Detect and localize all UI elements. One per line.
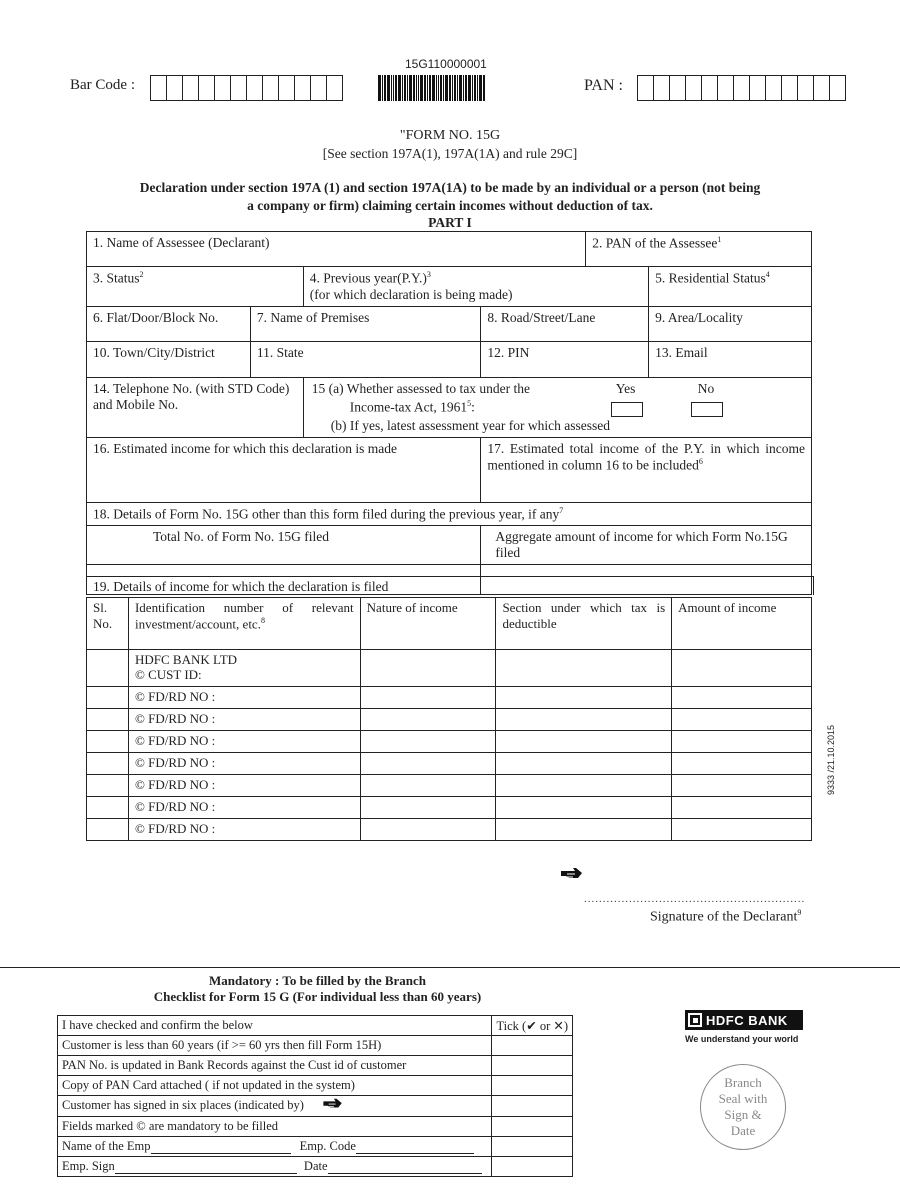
- emp-sign-label: Emp. Sign: [62, 1159, 115, 1173]
- declaration-line-1: Declaration under section 197A (1) and section 197A(1A) to be made by an individual or a person (not being: [139, 180, 761, 195]
- signature-label: Signature of the Declarant$^9$: [650, 908, 802, 925]
- income-details-heading: 19. Details of income for which the declaration is filed: [86, 576, 814, 595]
- aggregate-amount-header: Aggregate amount of income for which Form No.15G filed: [481, 526, 812, 565]
- table-cell: [492, 1157, 573, 1177]
- serial-number: 15G110000001: [405, 57, 487, 71]
- fd-rd-cell[interactable]: © FD/RD NO :: [128, 775, 360, 797]
- table-cell[interactable]: [672, 709, 812, 731]
- fd-rd-cell[interactable]: © FD/RD NO :: [128, 731, 360, 753]
- field-area[interactable]: 9. Area/Locality: [649, 306, 812, 341]
- table-cell[interactable]: [360, 709, 496, 731]
- branch-seal-area[interactable]: Branch Seal with Sign & Date: [700, 1064, 786, 1150]
- table-cell[interactable]: [87, 819, 129, 841]
- checklist-item: Customer is less than 60 years (if >= 60 yrs then fill Form 15H): [58, 1036, 492, 1056]
- barcode-image: [378, 75, 486, 101]
- pan-boxes[interactable]: [637, 75, 846, 101]
- checklist-heading: Mandatory : To be filled by the Branch: [208, 973, 427, 988]
- table-cell[interactable]: [496, 753, 672, 775]
- declaration-line-2: a company or firm) claiming certain incomes without deduction of tax.: [247, 198, 653, 213]
- fd-rd-cell[interactable]: © FD/RD NO :: [128, 797, 360, 819]
- barcode-label: Bar Code :: [70, 77, 135, 93]
- field-pin[interactable]: 12. PIN: [481, 341, 649, 377]
- checklist-item: PAN No. is updated in Bank Records against the Cust id of customer: [58, 1056, 492, 1076]
- q15b-text: (b) If yes, latest assessment year for which assessed: [330, 417, 611, 433]
- header-amount: Amount of income: [672, 598, 812, 650]
- header-nature: Nature of income: [360, 598, 496, 650]
- table-cell[interactable]: [360, 650, 496, 687]
- barcode-boxes[interactable]: [150, 75, 343, 101]
- checklist-item: Customer has signed in six places (indicated by): [58, 1096, 492, 1117]
- checklist-subheading: Checklist for Form 15 G (For individual less than 60 years): [153, 989, 482, 1004]
- table-cell[interactable]: [360, 775, 496, 797]
- field-premises[interactable]: 7. Name of Premises: [250, 306, 481, 341]
- signature-line[interactable]: ...........................................................: [584, 893, 806, 905]
- table-cell[interactable]: [360, 753, 496, 775]
- no-label: No: [697, 380, 715, 396]
- field-estimated-total-income[interactable]: 17. Estimated total income of the P.Y. in which income mentioned in column 16 to be included$^6$: [481, 437, 812, 502]
- tick-cell[interactable]: [492, 1036, 573, 1056]
- table-cell[interactable]: [496, 650, 672, 687]
- table-cell[interactable]: [672, 731, 812, 753]
- fd-rd-cell[interactable]: © FD/RD NO :: [128, 709, 360, 731]
- income-details-table: [86, 597, 812, 841]
- table-cell[interactable]: [360, 819, 496, 841]
- yes-checkbox[interactable]: [611, 402, 643, 417]
- pointing-hand-icon: [560, 866, 584, 886]
- field-18-heading: 18. Details of Form No. 15G other than this form filed during the previous year, if any$^7$: [87, 502, 812, 526]
- table-cell[interactable]: [496, 797, 672, 819]
- tick-cell[interactable]: [492, 1076, 573, 1096]
- table-cell[interactable]: [672, 650, 812, 687]
- table-cell[interactable]: [672, 819, 812, 841]
- table-cell[interactable]: [360, 731, 496, 753]
- emp-name-code-row: [58, 1137, 492, 1157]
- emp-code-field[interactable]: [356, 1153, 474, 1154]
- fd-rd-cell[interactable]: © FD/RD NO :: [128, 753, 360, 775]
- form-title: "FORM NO. 15G: [399, 128, 501, 143]
- table-cell[interactable]: [672, 775, 812, 797]
- table-cell[interactable]: [87, 775, 129, 797]
- section-ref: [See section 197A(1), 197A(1A) and rule 29C]: [322, 146, 578, 161]
- field-state[interactable]: 11. State: [250, 341, 481, 377]
- hdfc-logo: [685, 1010, 803, 1044]
- field-pan[interactable]: 2. PAN of the Assessee$^1$: [586, 232, 812, 267]
- tick-cell[interactable]: [492, 1056, 573, 1076]
- fd-rd-cell[interactable]: © FD/RD NO :: [128, 687, 360, 709]
- table-cell[interactable]: [87, 709, 129, 731]
- checklist-item: Copy of PAN Card attached ( if not updated in the system): [58, 1076, 492, 1096]
- field-name-of-assessee[interactable]: 1. Name of Assessee (Declarant): [87, 232, 586, 267]
- declarant-details-table: [86, 231, 812, 595]
- table-cell[interactable]: [87, 650, 129, 687]
- q15a-text: 15 (a) Whether assessed to tax under the: [311, 380, 531, 396]
- checklist-header-right: Tick (✔ or ✕): [492, 1016, 573, 1036]
- header-identification: Identification number of relevant investment/account, etc.$^8$: [128, 598, 360, 650]
- field-road[interactable]: 8. Road/Street/Lane: [481, 306, 649, 341]
- table-cell[interactable]: [87, 753, 129, 775]
- bank-name: HDFC BANK: [706, 1012, 788, 1028]
- pan-label: PAN :: [584, 77, 623, 94]
- table-cell[interactable]: [496, 775, 672, 797]
- date-label: Date: [303, 1159, 328, 1173]
- field-email[interactable]: 13. Email: [649, 341, 812, 377]
- emp-sign-field[interactable]: [115, 1173, 297, 1174]
- table-cell[interactable]: [496, 709, 672, 731]
- total-forms-header: Total No. of Form No. 15G filed: [87, 526, 481, 565]
- table-cell[interactable]: [87, 797, 129, 819]
- fd-rd-cell[interactable]: © FD/RD NO :: [128, 819, 360, 841]
- field-previous-year[interactable]: 4. Previous $year(P.Y.)^3$ (for which declaration is being made): [303, 267, 648, 307]
- checklist-header-left: I have checked and confirm the below: [58, 1016, 492, 1036]
- field-town[interactable]: 10. Town/City/District: [87, 341, 251, 377]
- pointing-hand-icon: [321, 1097, 345, 1115]
- table-cell[interactable]: [672, 753, 812, 775]
- header-section: Section under which tax is deductible: [496, 598, 672, 650]
- table-cell[interactable]: [672, 797, 812, 819]
- part-label: PART I: [428, 215, 472, 230]
- tick-cell[interactable]: [492, 1117, 573, 1137]
- yes-label: Yes: [615, 380, 636, 396]
- field-status[interactable]: 3. Status$^2$: [87, 267, 304, 307]
- field-residential-status[interactable]: 5. Residential Status$^4$: [649, 267, 812, 307]
- side-code: 9333 /21.10.2015: [826, 724, 836, 795]
- emp-sign-date-row: [58, 1157, 492, 1177]
- field-assessed-to-tax: [303, 377, 811, 437]
- emp-code-label: Emp. Code: [299, 1139, 356, 1153]
- table-cell[interactable]: [360, 687, 496, 709]
- emp-name-field[interactable]: [151, 1153, 291, 1154]
- field-telephone[interactable]: 14. Telephone No. (with STD Code) and Mobile No.: [87, 377, 304, 437]
- table-cell[interactable]: [496, 819, 672, 841]
- no-checkbox[interactable]: [691, 402, 723, 417]
- branch-checklist-table: [57, 1015, 573, 1177]
- cust-id-cell[interactable]: HDFC BANK LTD © CUST ID:: [128, 650, 360, 687]
- table-cell[interactable]: [87, 687, 129, 709]
- tick-cell[interactable]: [492, 1096, 573, 1117]
- field-flat-no[interactable]: 6. Flat/Door/Block No.: [87, 306, 251, 341]
- emp-name-label: Name of the Emp: [62, 1139, 151, 1153]
- table-cell[interactable]: [672, 687, 812, 709]
- table-cell[interactable]: [87, 731, 129, 753]
- checklist-item: Fields marked © are mandatory to be filled: [58, 1117, 492, 1137]
- table-cell: [492, 1137, 573, 1157]
- divider: [0, 967, 900, 968]
- header-sl-no: Sl. No.: [87, 598, 129, 650]
- date-field[interactable]: [328, 1173, 482, 1174]
- q15a-act: Income-tax Act, 1961$^5$:: [349, 398, 475, 414]
- table-cell[interactable]: [360, 797, 496, 819]
- table-cell[interactable]: [496, 687, 672, 709]
- field-estimated-income[interactable]: 16. Estimated income for which this declaration is made: [87, 437, 481, 502]
- bank-tagline: We understand your world: [685, 1034, 799, 1044]
- table-cell[interactable]: [496, 731, 672, 753]
